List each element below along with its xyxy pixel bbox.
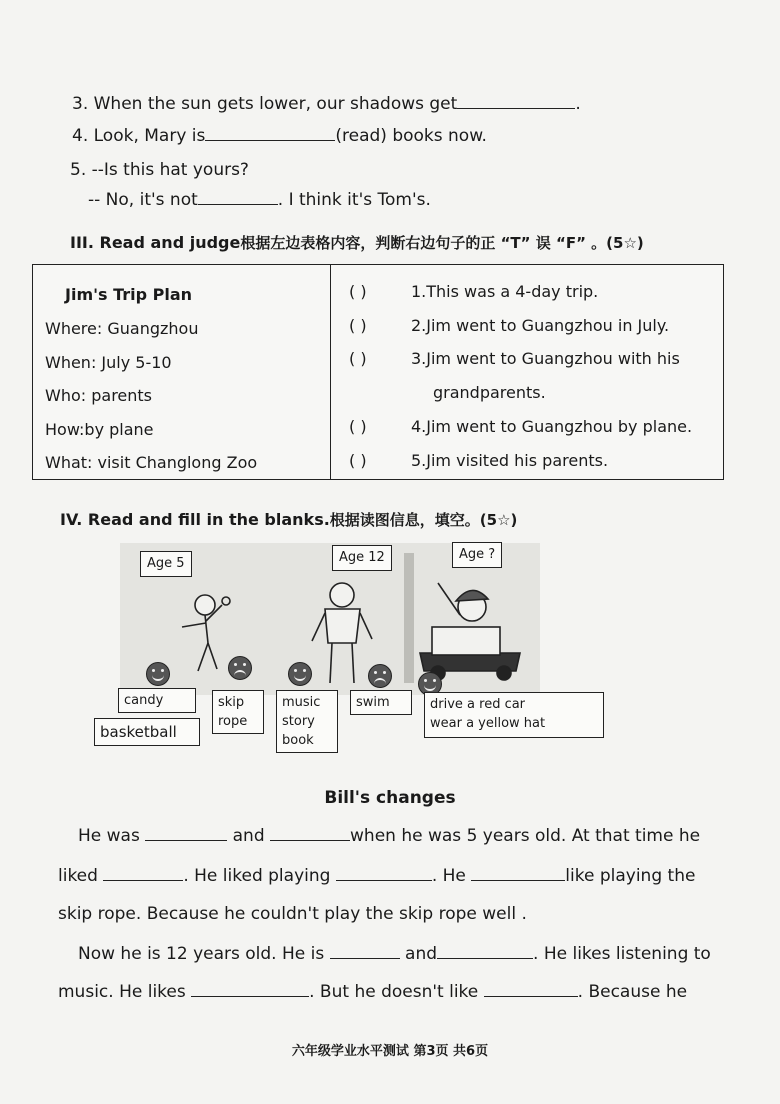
candy-box: candy bbox=[118, 688, 196, 713]
music-story-book-box: music story book bbox=[276, 690, 338, 753]
plan-who: Who: parents bbox=[45, 386, 153, 405]
happy-face-icon bbox=[288, 662, 312, 686]
paragraph-1-line-3: skip rope. Because he couldn't play the skip rope well . bbox=[58, 904, 527, 924]
question-3: 3. When the sun gets lower, our shadows get . bbox=[72, 94, 581, 114]
swim-box: swim bbox=[350, 690, 412, 715]
answer-blank[interactable] bbox=[145, 839, 227, 841]
car-hat-box: drive a red car wear a yellow hat bbox=[424, 692, 604, 738]
answer-blank[interactable] bbox=[330, 957, 400, 959]
plan-what: What: visit Changlong Zoo bbox=[45, 453, 258, 472]
answer-blank[interactable] bbox=[198, 203, 278, 205]
basketball-box: basketball bbox=[94, 718, 200, 746]
statement-4: ( ) 4.Jim went to Guangzhou by plane. bbox=[349, 417, 693, 436]
answer-parentheses[interactable]: ( ) bbox=[349, 282, 367, 301]
answer-blank[interactable] bbox=[336, 879, 432, 881]
age-12-tag: Age 12 bbox=[332, 545, 392, 571]
happy-face-icon bbox=[146, 662, 170, 686]
answer-blank[interactable] bbox=[471, 879, 565, 881]
plan-how: How:by plane bbox=[45, 420, 154, 439]
statement-5: ( ) 5.Jim visited his parents. bbox=[349, 451, 609, 470]
section-3-heading: III. Read and judge根据左边表格内容，判断右边句子的正 “T” 误 “F” 。(5☆) bbox=[70, 233, 644, 252]
answer-blank[interactable] bbox=[484, 995, 578, 997]
question-5-prompt: 5. --Is this hat yours? bbox=[70, 160, 249, 180]
statement-1: ( ) 1.This was a 4-day trip. bbox=[349, 282, 599, 301]
answer-blank[interactable] bbox=[205, 139, 335, 141]
sad-face-icon bbox=[228, 656, 252, 680]
answer-blank[interactable] bbox=[437, 957, 533, 959]
page-footer: 六年级学业水平测试 第3页 共6页 bbox=[291, 1044, 489, 1059]
answer-blank[interactable] bbox=[270, 839, 350, 841]
answer-blank[interactable] bbox=[191, 995, 309, 997]
trip-plan-title: Jim's Trip Plan bbox=[65, 285, 193, 304]
skip-rope-box: skip rope bbox=[212, 690, 264, 734]
paragraph-1-line-2: liked . He liked playing . He like playing the bbox=[58, 866, 696, 886]
question-5-response: -- No, it's not . I think it's Tom's. bbox=[88, 190, 431, 210]
age-5-tag: Age 5 bbox=[140, 551, 192, 577]
statement-3-continued: grandparents. bbox=[433, 383, 546, 402]
sad-face-icon bbox=[368, 664, 392, 688]
question-4: 4. Look, Mary is (read) books now. bbox=[72, 126, 487, 146]
answer-parentheses[interactable]: ( ) bbox=[349, 417, 367, 436]
trip-plan-table bbox=[32, 264, 724, 480]
answer-parentheses[interactable]: ( ) bbox=[349, 451, 367, 470]
plan-where: Where: Guangzhou bbox=[45, 319, 199, 338]
paragraph-2-line-1: Now he is 12 years old. He is and . He likes listening to bbox=[78, 944, 711, 964]
story-title: Bill's changes bbox=[324, 788, 456, 808]
answer-blank[interactable] bbox=[103, 879, 183, 881]
paragraph-1-line-1: He was and when he was 5 years old. At that time he bbox=[78, 826, 701, 846]
paragraph-2-line-2: music. He likes . But he doesn't like . Because he bbox=[58, 982, 688, 1002]
age-unknown-tag: Age ? bbox=[452, 542, 502, 568]
statement-2: ( ) 2.Jim went to Guangzhou in July. bbox=[349, 316, 670, 335]
answer-parentheses[interactable]: ( ) bbox=[349, 349, 367, 368]
trip-plan-info bbox=[33, 265, 331, 479]
answer-blank[interactable] bbox=[457, 107, 575, 109]
section-4-heading: IV. Read and fill in the blanks.根据读图信息，填空。(5☆) bbox=[60, 510, 518, 529]
answer-parentheses[interactable]: ( ) bbox=[349, 316, 367, 335]
judge-statements bbox=[331, 265, 723, 479]
plan-when: When: July 5-10 bbox=[45, 353, 172, 372]
statement-3: ( ) 3.Jim went to Guangzhou with his bbox=[349, 349, 680, 368]
